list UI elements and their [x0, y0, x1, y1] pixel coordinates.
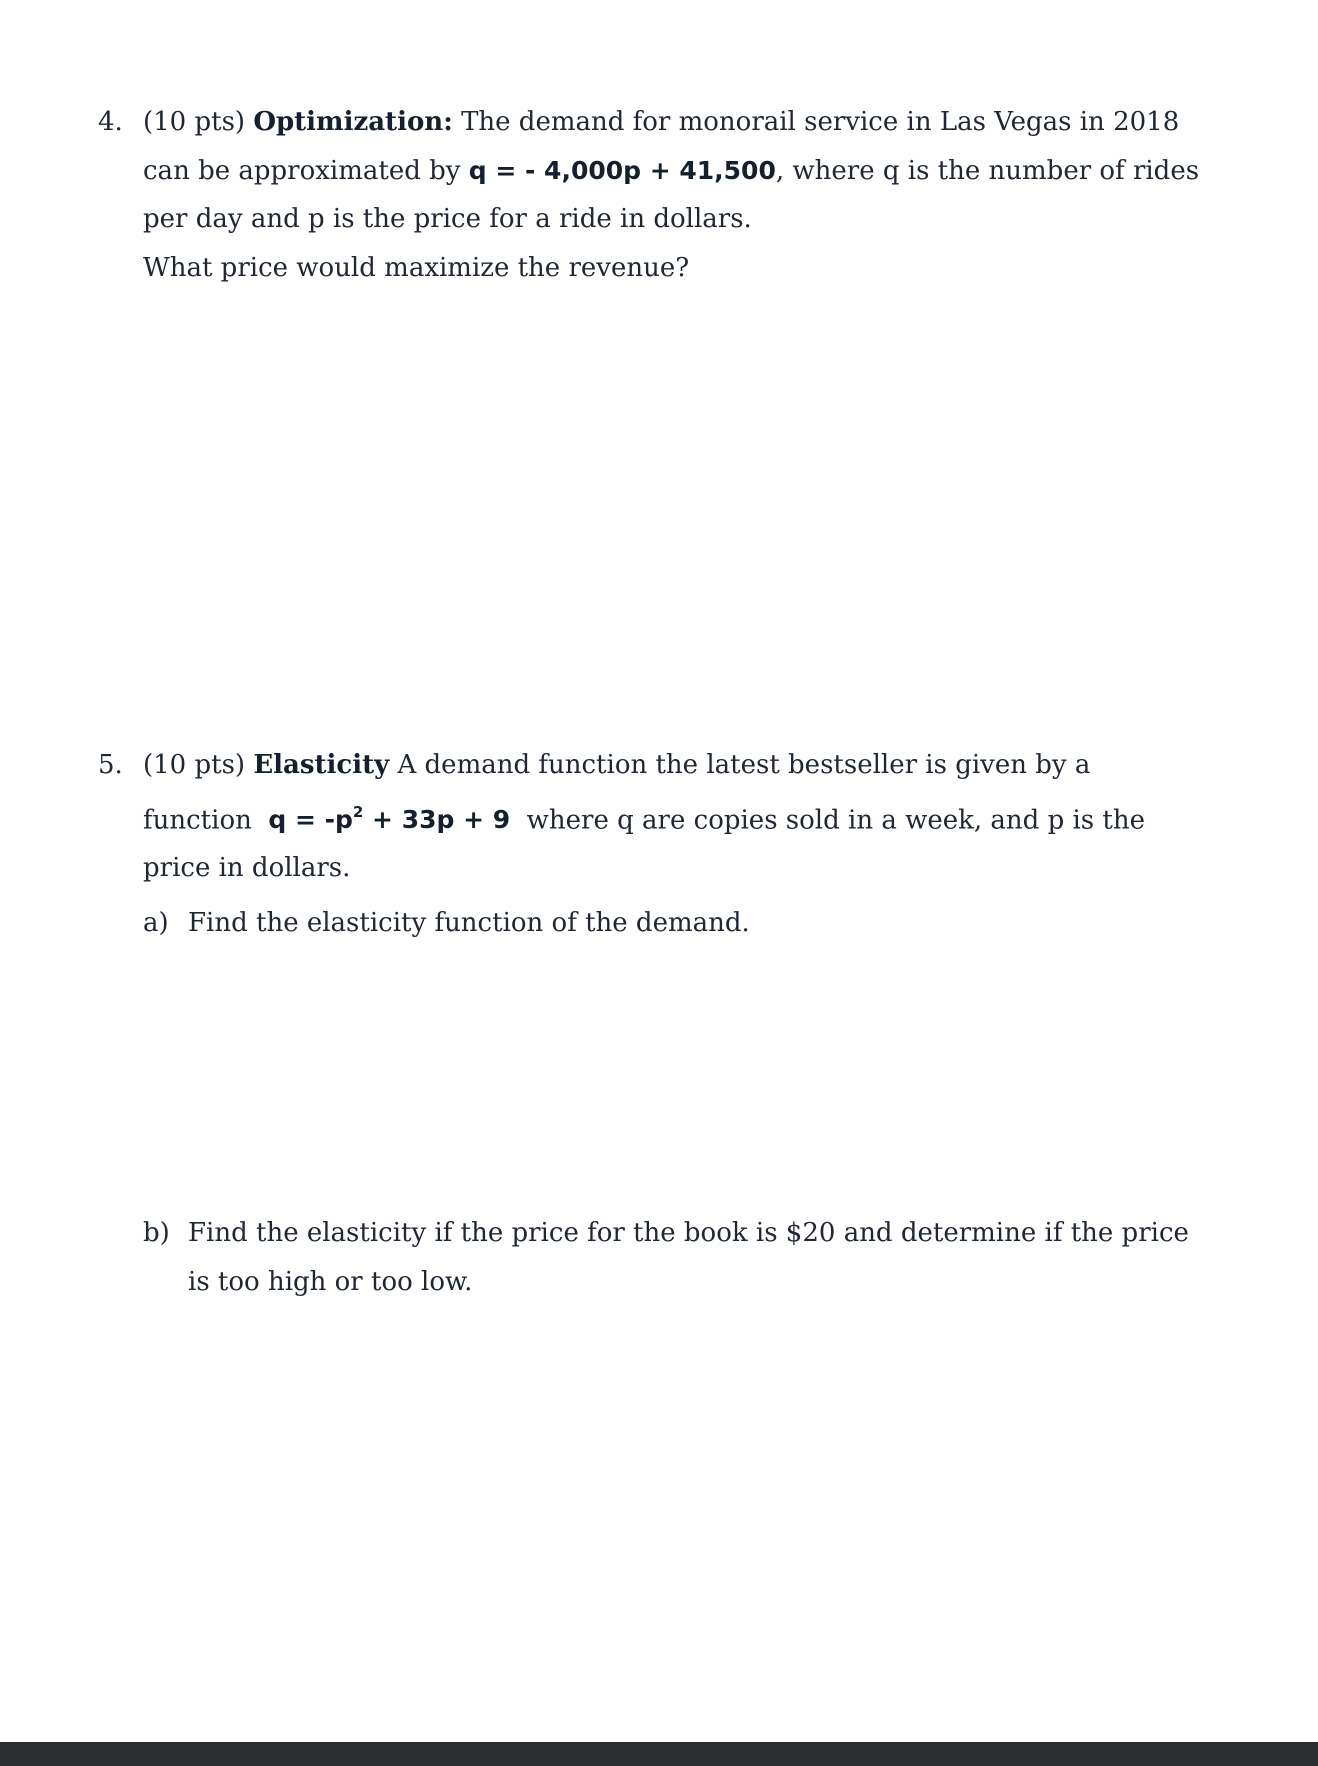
subpart-a — [143, 899, 1223, 948]
problem-5 — [98, 741, 1228, 893]
subpart-body — [188, 1209, 1223, 1306]
problem-title: Optimization: — [253, 107, 453, 137]
problem-line-1 — [143, 98, 1228, 147]
problem-text: A demand function the latest bestseller is given by a — [397, 750, 1091, 780]
problem-4 — [98, 98, 1228, 292]
problem-text: function — [143, 804, 261, 835]
problem-text: where q are copies sold in a week, and p is the — [518, 804, 1145, 835]
formula-part: q = -p — [268, 804, 353, 834]
problem-points: (10 pts) — [143, 750, 246, 780]
problem-line-1 — [143, 741, 1228, 790]
formula-part: + 33p + 9 — [363, 804, 511, 834]
subpart-label: a) — [143, 908, 169, 938]
problem-line-2 — [143, 147, 1228, 196]
demand-formula: q = - 4,000p + 41,500 — [468, 155, 776, 185]
problem-points: (10 pts) — [143, 107, 246, 137]
problem-question: What price would maximize the revenue? — [143, 252, 690, 283]
problem-title: Elasticity — [253, 750, 390, 780]
subpart-text: Find the elasticity if the price for the book is $20 and determine if the price — [188, 1218, 1189, 1248]
problem-text: can be approximated by — [143, 155, 469, 186]
subpart-body — [188, 899, 1223, 948]
formula-exponent: 2 — [352, 802, 364, 821]
subpart-b — [143, 1209, 1223, 1306]
problem-line-3: per day and p is the price for a ride in dollars. — [143, 204, 752, 234]
subpart-text: Find the elasticity function of the demand. — [188, 908, 750, 938]
bottom-bar — [0, 1742, 1318, 1766]
problem-number: 4. — [98, 107, 123, 137]
problem-line-2 — [143, 790, 1228, 845]
problem-body — [143, 98, 1228, 292]
problem-text: , where q is the number of rides — [775, 155, 1200, 186]
problem-number: 5. — [98, 750, 123, 780]
problem-body — [143, 741, 1228, 893]
subpart-text: is too high or too low. — [188, 1266, 473, 1297]
problem-text: The demand for monorail service in Las Vegas in 2018 — [461, 107, 1180, 137]
demand-formula — [268, 802, 511, 834]
subpart-label: b) — [143, 1218, 170, 1248]
problem-line-3: price in dollars. — [143, 853, 351, 884]
